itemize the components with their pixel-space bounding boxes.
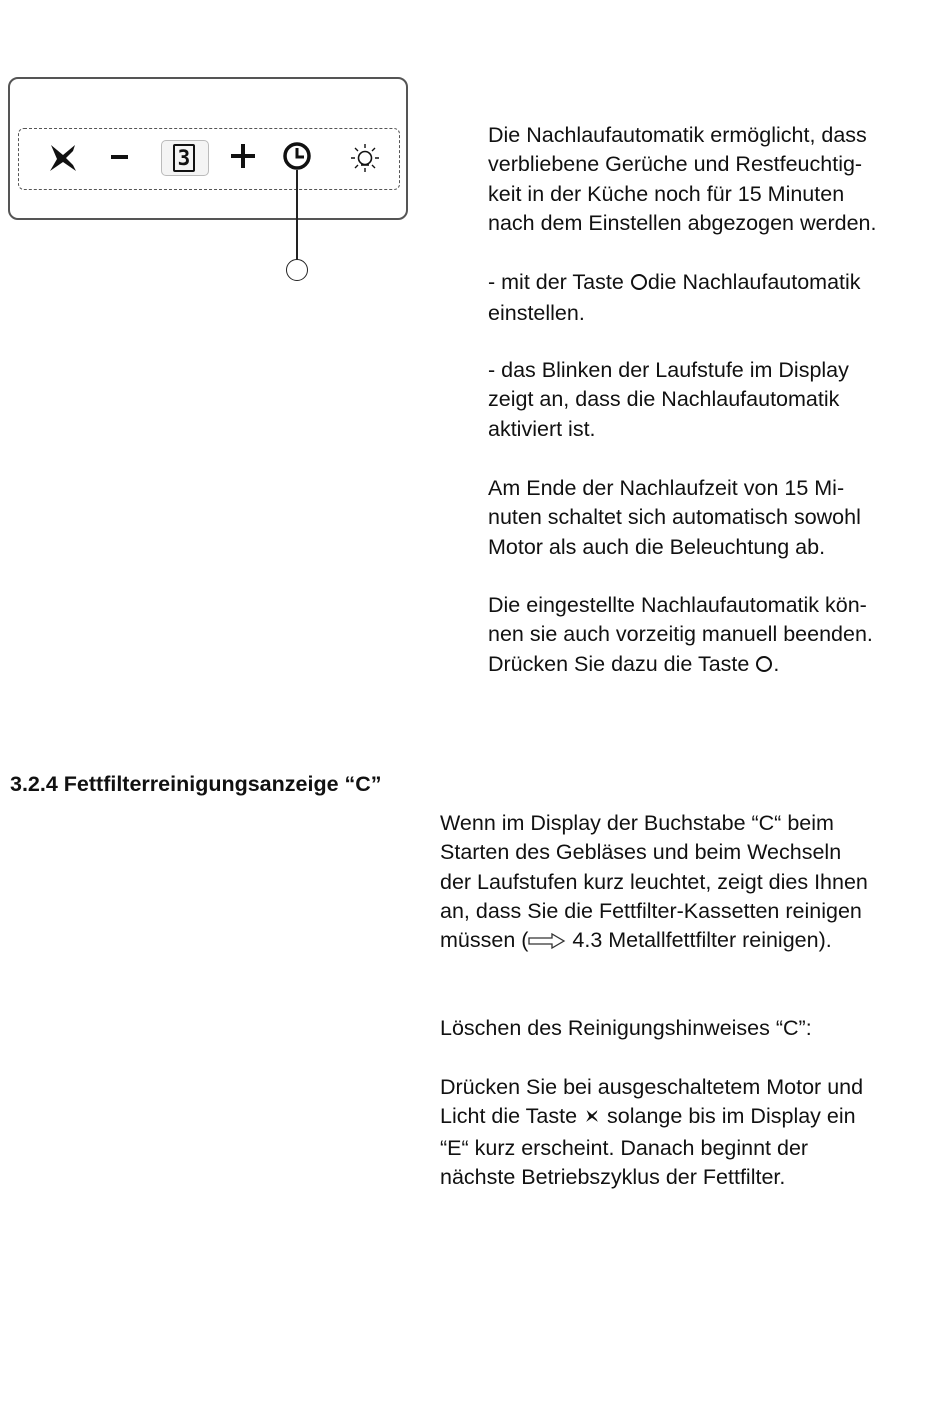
text-line: Wenn im Display der Buchstabe “C“ beim	[440, 811, 834, 835]
text-line: verbliebene Gerüche und Restfeuchtig-	[488, 152, 863, 177]
text-line: aktiviert ist.	[488, 416, 596, 441]
timer-key-symbol-icon	[755, 652, 773, 681]
minus-icon[interactable]	[100, 138, 140, 178]
text-line: Drücken Sie bei ausgeschaltetem Motor und	[440, 1075, 864, 1099]
text-line: nuten schaltet sich automatisch sowohl	[488, 505, 861, 530]
text-fragment: - mit der Taste	[488, 270, 624, 294]
fan-icon[interactable]	[43, 138, 83, 178]
text-line: keit in der Küche noch für 15 Minuten	[488, 181, 845, 206]
section-heading: 3.2.4 Fettfilterreinigungsanzeige “C”	[10, 772, 382, 796]
text-fragment: 4.3 Metallfettfilter reinigen).	[566, 928, 832, 953]
text-line: Motor als auch die Beleuchtung ab.	[488, 534, 826, 559]
text-line: der Laufstufen kurz leuchtet, zeigt dies Ihnen	[440, 869, 868, 894]
filter-paragraph-2	[440, 1014, 812, 1043]
text-fragment: Drücken Sie dazu die Taste	[488, 651, 750, 676]
text-line: nach dem Einstellen abgezogen werden.	[488, 210, 877, 235]
text-line: nächste Betriebszyklus der Fettfilter.	[440, 1164, 786, 1189]
text-fragment: Licht die Taste	[440, 1104, 578, 1129]
filter-paragraph-3	[440, 1073, 863, 1192]
text-line: Löschen des Reinigungshinweises “C”:	[440, 1016, 812, 1040]
reference-arrow-icon	[528, 928, 566, 957]
text-fragment: die Nachlaufautomatik	[647, 270, 861, 294]
timer-key-symbol-icon	[630, 270, 648, 299]
filter-paragraph-1	[440, 809, 868, 957]
callout-leader-line	[296, 170, 298, 260]
text-fragment: .	[773, 651, 780, 676]
afterrun-paragraph-3	[488, 356, 849, 444]
text-line: an, dass Sie die Fettfilter-Kassetten reinigen	[440, 898, 862, 923]
display-digit: 3	[173, 144, 195, 172]
text-line: Die eingestellte Nachlaufautomatik kön-	[488, 593, 867, 617]
text-line: Am Ende der Nachlaufzeit von 15 Mi-	[488, 476, 845, 500]
text-fragment: müssen (	[440, 928, 529, 953]
text-line: einstellen.	[488, 301, 585, 326]
text-fragment: solange bis im Display ein	[607, 1104, 856, 1129]
afterrun-paragraph-4	[488, 474, 861, 562]
text-line: zeigt an, dass die Nachlaufautomatik	[488, 387, 840, 412]
afterrun-paragraph-1	[488, 121, 876, 238]
text-line: Die Nachlaufautomatik ermöglicht, dass	[488, 123, 867, 147]
text-line: nen sie auch vorzeitig manuell beenden.	[488, 622, 873, 647]
text-line: - das Blinken der Laufstufe im Display	[488, 358, 849, 382]
afterrun-paragraph-5	[488, 591, 873, 681]
afterrun-paragraph-2	[488, 268, 861, 329]
fan-key-symbol-icon	[583, 1104, 601, 1133]
callout-circle	[286, 259, 308, 281]
text-line: “E“ kurz erscheint. Danach beginnt der	[440, 1135, 809, 1160]
text-line: Starten des Gebläses und beim Wechseln	[440, 840, 842, 865]
light-icon[interactable]	[345, 138, 385, 178]
plus-icon[interactable]	[223, 138, 263, 178]
